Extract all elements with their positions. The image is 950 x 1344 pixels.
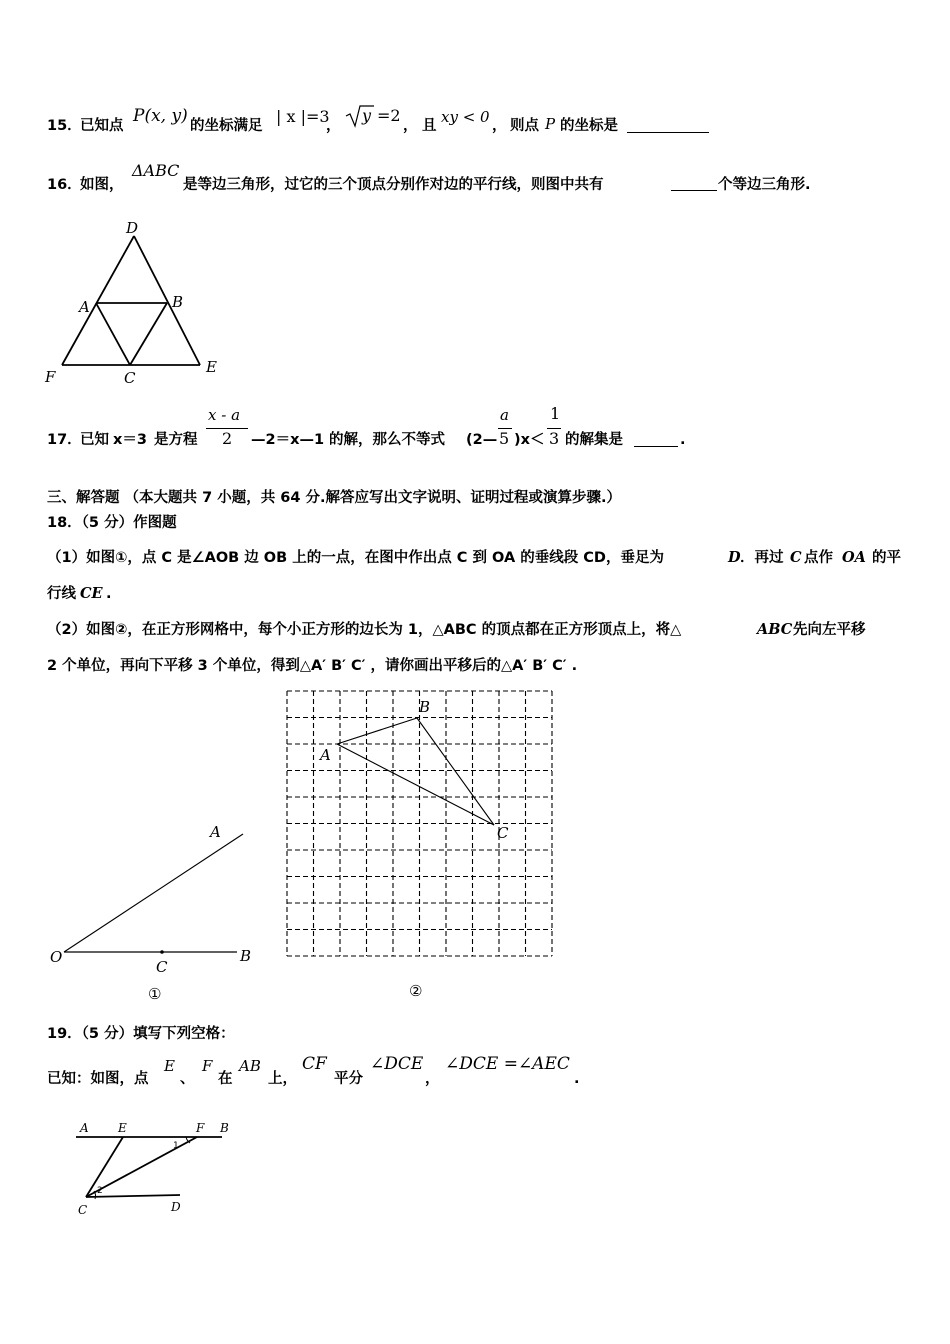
q19-line-AB: AB bbox=[239, 1057, 261, 1075]
q19-angle-DCE: ∠DCE bbox=[370, 1054, 424, 1074]
fig19-label-F: F bbox=[196, 1121, 205, 1135]
fig16-line-AC bbox=[96, 303, 130, 365]
section-3-heading: 三、解答题 （本大题共 7 小题，共 64 分.解答应写出文字说明、证明过程或演算步骤.） bbox=[47, 490, 622, 506]
fig19-label-2: 2 bbox=[97, 1186, 103, 1196]
fig19-label-1: 1 bbox=[173, 1141, 179, 1151]
q19-text-4: 上， bbox=[268, 1071, 297, 1087]
q19-title: 19．（5 分）填写下列空格： bbox=[47, 1026, 235, 1042]
q17-text-4: 的解，那么不等式 bbox=[329, 432, 445, 448]
q15-p: P bbox=[545, 115, 556, 133]
q16-text-2: 是等边三角形，过它的三个顶点分别作对边的平行线，则图中共有 bbox=[183, 177, 604, 193]
q17-text-2: 是方程 bbox=[154, 432, 198, 448]
q16-answer-blank bbox=[671, 190, 717, 191]
fig18a-label-C: C bbox=[156, 958, 168, 976]
q18-part1-D: D bbox=[728, 549, 741, 566]
fig18b-caption: ② bbox=[409, 982, 423, 1000]
q15-point: P(x, y) bbox=[133, 106, 188, 126]
q15-text-1: 已知点 bbox=[80, 118, 124, 134]
q18-title: 18．（5 分）作图题 bbox=[47, 515, 177, 531]
figure-19 bbox=[70, 1115, 270, 1225]
q19-text-3: 在 bbox=[218, 1071, 233, 1087]
q19-point-E: E bbox=[164, 1057, 175, 1075]
q18-part2-text-c: 2 个单位，再向下平移 3 个单位，得到△A′ B′ C′ ，请你画出平移后的△A′ B′ C′ . bbox=[47, 658, 578, 674]
q15-number: 15． bbox=[47, 118, 82, 134]
fig19-label-A: A bbox=[80, 1121, 89, 1135]
q18-part2-ABC: ABC bbox=[757, 621, 793, 638]
q18-part1-text-f: . bbox=[106, 586, 112, 602]
q18-part1-text-d: 的平 bbox=[872, 550, 901, 566]
fig16-label-A: A bbox=[79, 298, 90, 316]
q15-sqrt-radicand: y bbox=[362, 106, 372, 125]
q18-part1-CE: CE bbox=[80, 585, 103, 602]
figure-18-1 bbox=[40, 820, 300, 1010]
figure-16 bbox=[40, 215, 240, 395]
fig16-label-D: D bbox=[126, 219, 139, 237]
q17-end: . bbox=[680, 432, 686, 448]
fig16-label-F: F bbox=[45, 368, 56, 386]
fig18b-grid bbox=[287, 691, 552, 956]
q15-abs: | x |=3 bbox=[276, 107, 330, 126]
q19-angle-equation: ∠DCE =∠AEC bbox=[445, 1054, 570, 1074]
q17-text-1: 已知 bbox=[80, 432, 109, 448]
q18-part1-OA: OA bbox=[842, 549, 866, 566]
fig16-label-E: E bbox=[206, 358, 217, 376]
fig18a-label-O: O bbox=[50, 948, 63, 966]
fig18a-label-B: B bbox=[240, 947, 252, 965]
fig18b-label-A: A bbox=[320, 746, 331, 764]
fig19-label-C: C bbox=[78, 1203, 88, 1217]
q17-frac2-denominator: 5 bbox=[499, 429, 510, 448]
q19-CF: CF bbox=[302, 1054, 327, 1074]
q17-text-3: —2＝x—1 bbox=[251, 432, 325, 448]
q16-text-3: 个等边三角形. bbox=[718, 177, 811, 193]
q16-text-1: 如图， bbox=[80, 177, 124, 193]
q19-end: . bbox=[574, 1071, 580, 1087]
q18-part2-text-b: 先向左平移 bbox=[793, 622, 866, 638]
fig18b-side-AC bbox=[337, 744, 494, 825]
fig16-line-DE bbox=[134, 236, 200, 365]
q16-triangle: ΔABC bbox=[132, 161, 180, 180]
q15-comma-3: ， bbox=[492, 118, 507, 134]
fig18b-label-C: C bbox=[497, 824, 509, 842]
q19-point-F: F bbox=[202, 1057, 213, 1075]
q17-number: 17． bbox=[47, 432, 82, 448]
fig16-line-BC bbox=[130, 303, 167, 365]
q15-text-3: 且 bbox=[422, 118, 437, 134]
q18-part1-text-b: ．再过 bbox=[740, 550, 784, 566]
q17-text-7: 的解集是 bbox=[565, 432, 623, 448]
q17-answer-blank bbox=[634, 446, 678, 447]
q18-part1-C: C bbox=[790, 549, 802, 566]
q18-part1-text-a: （1）如图①，点 C 是∠AOB 边 OB 上的一点，在图中作出点 C 到 OA 的垂线段 CD，垂足为 bbox=[47, 550, 664, 566]
q15-inequality: xy < 0 bbox=[441, 108, 490, 126]
q15-comma-1: ， bbox=[326, 118, 341, 134]
q17-frac3-numerator: 1 bbox=[550, 404, 561, 423]
q18-part1-text-c: 点作 bbox=[804, 550, 833, 566]
q19-text-1: 已知：如图，点 bbox=[47, 1071, 149, 1087]
q17-frac-numerator: x - a bbox=[208, 406, 241, 424]
fig18b-side-AB bbox=[337, 718, 417, 744]
q15-text-5: 的坐标是 bbox=[560, 118, 618, 134]
q17-frac2-numerator: a bbox=[500, 406, 509, 424]
fig18a-ray-OA bbox=[64, 834, 243, 952]
fig18a-point-C bbox=[160, 950, 164, 954]
q17-x-eq: x＝3 bbox=[113, 432, 147, 448]
q17-frac3-denominator: 3 bbox=[549, 429, 560, 448]
q19-text-6: ， bbox=[425, 1071, 440, 1087]
fig18b-label-B: B bbox=[419, 698, 431, 716]
fig16-label-C: C bbox=[124, 369, 136, 387]
fig18b-side-BC bbox=[417, 718, 494, 825]
fig18a-label-A: A bbox=[210, 823, 221, 841]
q17-text-5: (2— bbox=[466, 432, 498, 448]
fig18a-caption: ① bbox=[148, 985, 162, 1003]
fig19-label-D: D bbox=[171, 1200, 181, 1214]
q17-text-6: )x＜ bbox=[514, 432, 545, 448]
q15-text-4: 则点 bbox=[510, 118, 539, 134]
q15-sqrt-eq: =2 bbox=[377, 106, 401, 125]
fig16-line-DF bbox=[62, 236, 134, 365]
fig19-label-E: E bbox=[118, 1121, 127, 1135]
q17-frac-denominator: 2 bbox=[222, 429, 233, 448]
fig16-label-B: B bbox=[172, 293, 184, 311]
q16-number: 16． bbox=[47, 177, 82, 193]
q15-answer-blank bbox=[627, 132, 709, 133]
q18-part2-text-a: （2）如图②，在正方形网格中，每个小正方形的边长为 1，△ABC 的顶点都在正方形顶点上，将△ bbox=[47, 622, 682, 638]
figure-18-2 bbox=[280, 685, 560, 1005]
q19-text-5: 平分 bbox=[334, 1071, 363, 1087]
q15-text-2: 的坐标满足 bbox=[190, 118, 263, 134]
q18-part1-text-e: 行线 bbox=[47, 586, 76, 602]
q19-text-2: 、 bbox=[180, 1071, 195, 1087]
q15-comma-2: ， bbox=[403, 118, 418, 134]
fig19-label-B: B bbox=[220, 1121, 229, 1135]
